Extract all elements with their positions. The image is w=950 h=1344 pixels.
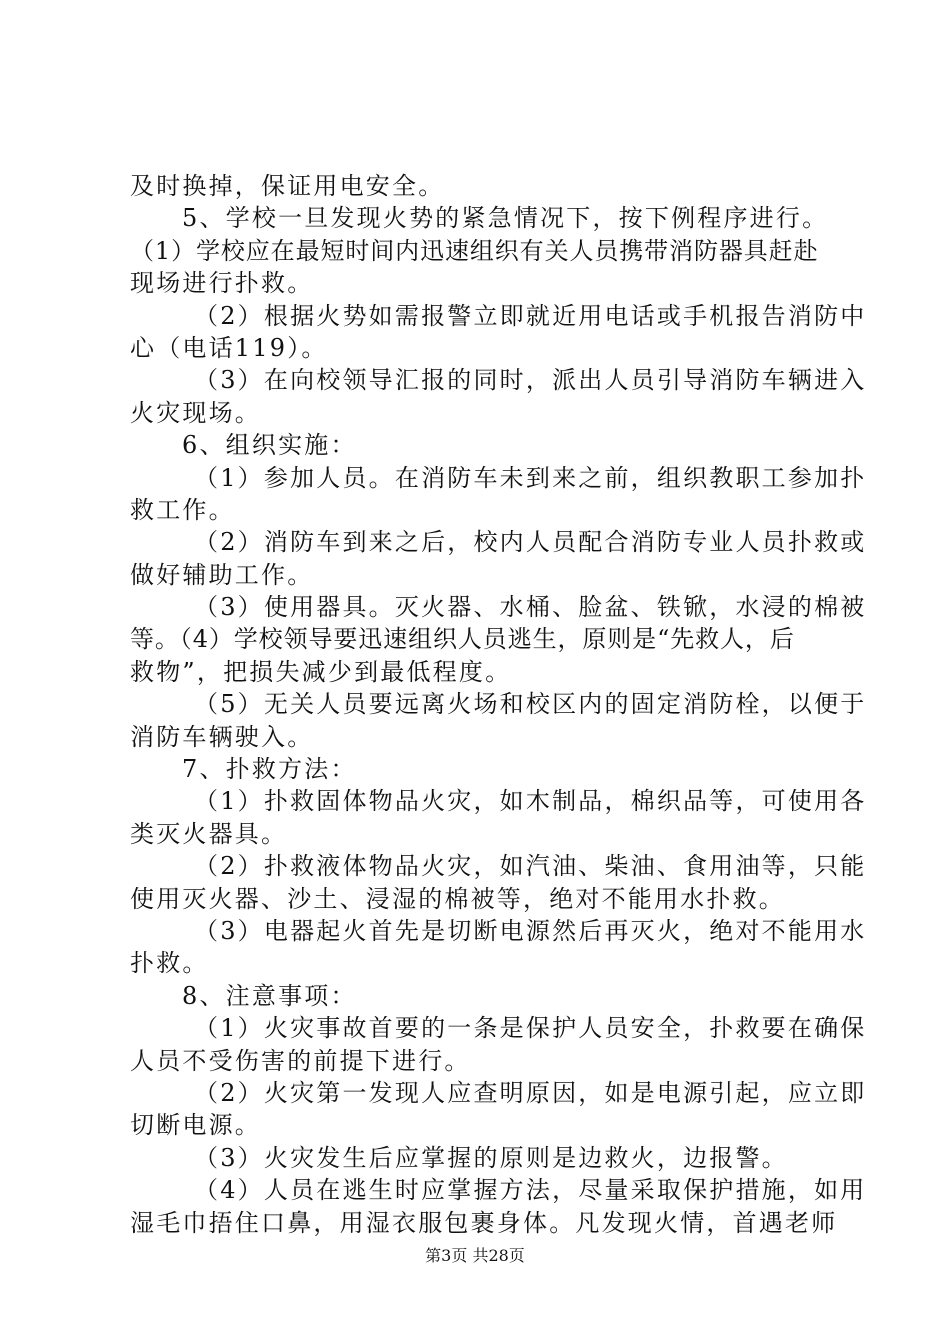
section-heading: 7、扑救方法： bbox=[182, 755, 357, 784]
text-line: （2）扑救液体物品火灾，如汽油、柴油、食用油等，只能 bbox=[194, 852, 867, 881]
text-line: 等。（4）学校领导要迅速组织人员逃生，原则是“先救人，后 bbox=[130, 625, 795, 654]
text-line: （3）在向校领导汇报的同时，派出人员引导消防车辆进入 bbox=[194, 366, 867, 395]
text-line: 消防车辆驶入。 bbox=[130, 722, 314, 751]
text-line: （2）消防车到来之后，校内人员配合消防专业人员扑救或 bbox=[194, 528, 867, 557]
section-heading: 8、注意事项： bbox=[182, 981, 357, 1010]
text-line: （2）根据火势如需报警立即就近用电话或手机报告消防中 bbox=[194, 301, 867, 330]
text-line: （5）无关人员要远离火场和校区内的固定消防栓，以便于 bbox=[194, 690, 867, 719]
text-line: 救工作。 bbox=[130, 495, 235, 524]
text-line: 人员不受伤害的前提下进行。 bbox=[130, 1046, 471, 1075]
text-line: （1）参加人员。在消防车未到来之前，组织教职工参加扑 bbox=[194, 463, 867, 492]
text-line: （1）火灾事故首要的一条是保护人员安全，扑救要在确保 bbox=[194, 1014, 867, 1043]
text-line: （1）学校应在最短时间内迅速组织有关人员携带消防器具赶赴 bbox=[130, 236, 819, 265]
text-line: 心（电话119）。 bbox=[130, 333, 328, 362]
text-line: 扑救。 bbox=[130, 949, 209, 978]
section-heading: 6、组织实施： bbox=[182, 431, 357, 460]
page-number-footer: 第3页 共28页 bbox=[425, 1246, 525, 1265]
section-heading: 5、学校一旦发现火势的紧急情况下，按下例程序进行。 bbox=[182, 204, 829, 233]
text-line: 火灾现场。 bbox=[130, 398, 261, 427]
text-line: （2）火灾第一发现人应查明原因，如是电源引起，应立即 bbox=[194, 1078, 867, 1107]
text-line: 类灭火器具。 bbox=[130, 819, 288, 848]
text-line: （3）使用器具。灭火器、水桶、脸盆、铁锨，水浸的棉被 bbox=[194, 593, 867, 622]
text-line: （4）人员在逃生时应掌握方法，尽量采取保护措施，如用 bbox=[194, 1176, 867, 1205]
text-line: 救物”，把损失减少到最低程度。 bbox=[130, 657, 512, 686]
text-line: （3）火灾发生后应掌握的原则是边救火，边报警。 bbox=[194, 1143, 788, 1172]
text-line: 现场进行扑救。 bbox=[130, 269, 314, 298]
text-line: 切断电源。 bbox=[130, 1111, 261, 1140]
document-body bbox=[130, 170, 867, 1239]
text-line: 湿毛巾捂住口鼻，用湿衣服包裹身体。凡发现火情，首遇老师 bbox=[130, 1208, 838, 1237]
text-line: 及时换掉，保证用电安全。 bbox=[130, 172, 445, 200]
text-line: 使用灭火器、沙土、浸湿的棉被等，绝对不能用水扑救。 bbox=[130, 884, 785, 913]
text-line: （3）电器起火首先是切断电源然后再灭火，绝对不能用水 bbox=[194, 916, 867, 945]
text-line: （1）扑救固体物品火灾，如木制品，棉织品等，可使用各 bbox=[194, 787, 867, 816]
text-line: 做好辅助工作。 bbox=[130, 560, 314, 589]
